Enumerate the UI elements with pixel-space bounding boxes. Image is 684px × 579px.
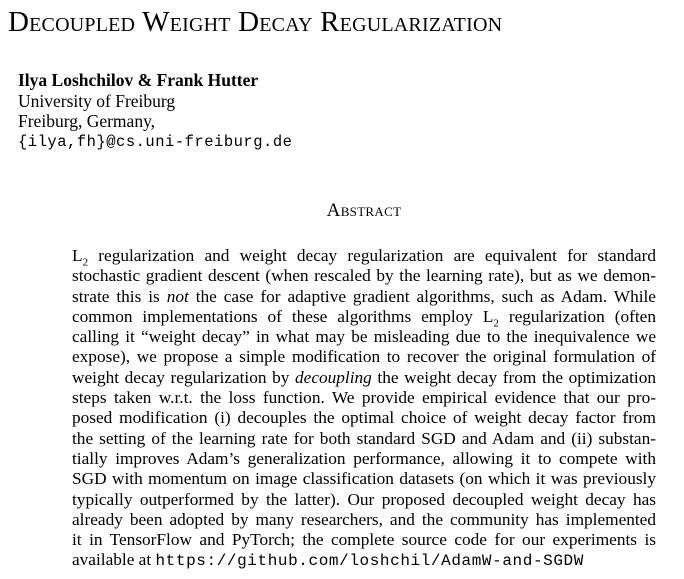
abstract-line: stochastic gradient descent (when rescaled by the learning rate), but as we demon- (72, 266, 656, 286)
abstract-subscript: 2 (82, 256, 89, 269)
abstract-line: already been adopted by many researchers, and the community has implemented (72, 509, 656, 529)
abstract-body (72, 246, 656, 572)
abstract-text: regularization (often (498, 306, 656, 326)
author-block (18, 70, 292, 152)
abstract-emphasis: decoupling (295, 367, 372, 387)
abstract-text: strate this is (72, 286, 167, 306)
paper-title: Decoupled Weight Decay Regularization (8, 6, 503, 38)
abstract-line: the setting of the learning rate for both standard SGD and Adam and (ii) substan- (72, 428, 656, 448)
abstract-emphasis: not (166, 286, 189, 306)
author-email: {ilya,fh}@cs.uni-freiburg.de (18, 132, 293, 151)
abstract-subscript: 2 (493, 317, 499, 330)
abstract-line: it in TensorFlow and PyTorch; the complete source code for our experiments is (72, 530, 656, 550)
abstract-line (72, 246, 656, 269)
author-names: Ilya Loshchilov & Frank Hutter (18, 70, 259, 90)
abstract-line: steps taken w.r.t. the loss function. We provide empirical evidence that our pro- (72, 388, 656, 408)
abstract-line: tially improves Adam’s generalization performance, allowing it to compete with (72, 448, 656, 468)
abstract-line (72, 550, 656, 571)
abstract-text: regularization and weight decay regularization are equivalent for standard (88, 246, 656, 265)
abstract-line: calling it “weight decay” in what may be misleading due to the inequivalence we (72, 327, 656, 347)
abstract-text: the weight decay from the optimization (371, 367, 656, 387)
abstract-line: posed modification (i) decouples the optimal choice of weight decay factor from (72, 408, 656, 428)
abstract-text: the case for adaptive gradient algorithms, such as Adam. While (188, 286, 656, 306)
abstract-line (72, 368, 656, 388)
abstract-text: L (72, 246, 83, 265)
abstract-line (72, 287, 656, 307)
source-code-url[interactable]: https://github.com/loshchil/AdamW-and-SGDW (155, 552, 584, 571)
abstract-heading: Abstract (326, 200, 402, 221)
affiliation-location: Freiburg, Germany, (18, 111, 156, 131)
abstract-text: available at (72, 550, 156, 570)
abstract-line: SGD with momentum on image classification datasets (on which it was previously (72, 469, 656, 489)
affiliation-university: University of Freiburg (18, 90, 176, 111)
abstract-line: typically outperformed by the latter). Our proposed decoupled weight decay has (72, 489, 656, 509)
abstract-line: expose), we propose a simple modification to recover the original formulation of (72, 347, 656, 367)
abstract-text: weight decay regularization by (72, 367, 296, 387)
abstract-line (72, 306, 656, 330)
abstract-text: common implementations of these algorithms employ L (72, 306, 494, 326)
